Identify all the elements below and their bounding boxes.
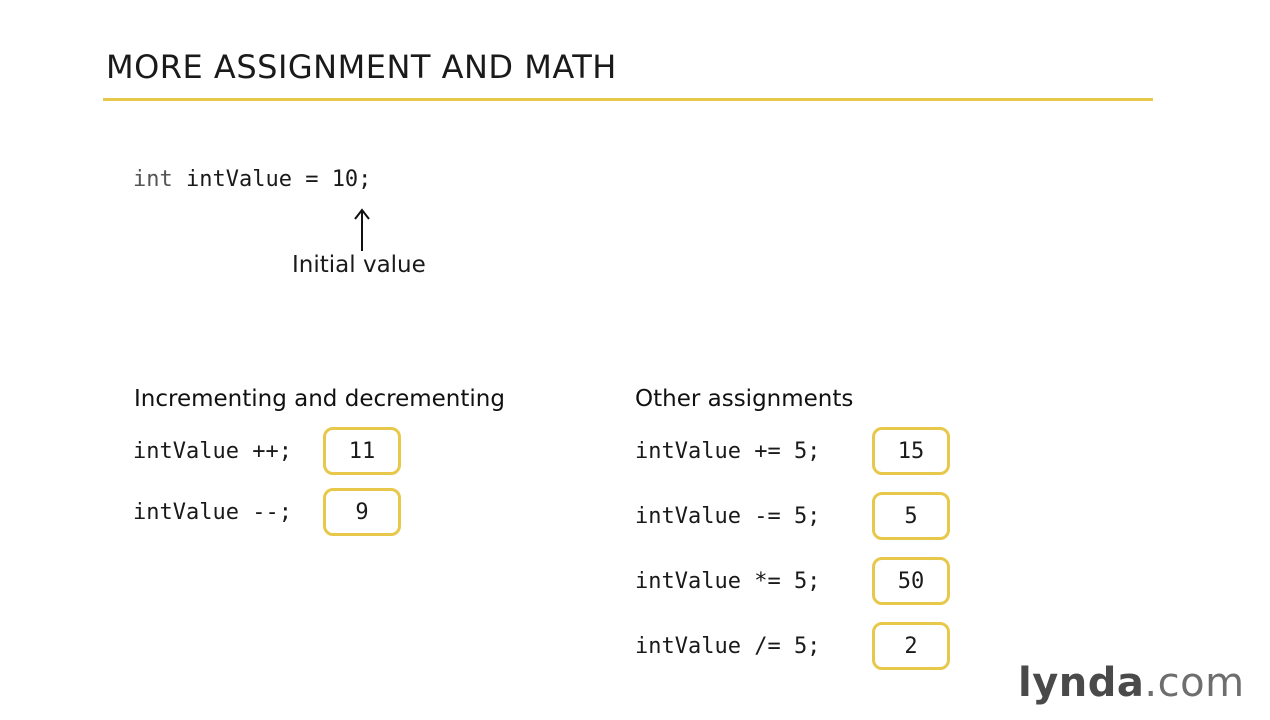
up-arrow-icon <box>352 207 372 253</box>
slide-title: MORE ASSIGNMENT AND MATH <box>106 48 617 86</box>
divide-assign-result-badge: 2 <box>872 622 950 670</box>
title-underline <box>103 98 1153 101</box>
initial-value-label: Initial value <box>292 252 426 278</box>
subtract-assign-code: intValue -= 5; <box>635 504 821 529</box>
add-assign-result-badge: 15 <box>872 427 950 475</box>
increment-result-badge: 11 <box>323 427 401 475</box>
variable-declaration <box>133 167 371 192</box>
assignments-heading: Other assignments <box>635 386 854 412</box>
declaration-body: intValue = 10; <box>172 167 372 192</box>
type-keyword: int <box>133 167 173 192</box>
increment-heading: Incrementing and decrementing <box>134 386 505 412</box>
divide-assign-code: intValue /= 5; <box>635 634 821 659</box>
increment-code: intValue ++; <box>133 439 292 464</box>
subtract-assign-result-badge: 5 <box>872 492 950 540</box>
add-assign-code: intValue += 5; <box>635 439 821 464</box>
multiply-assign-result-badge: 50 <box>872 557 950 605</box>
multiply-assign-code: intValue *= 5; <box>635 569 821 594</box>
decrement-code: intValue --; <box>133 500 292 525</box>
logo-suffix: .com <box>1144 660 1245 706</box>
lynda-logo <box>1018 660 1245 706</box>
decrement-result-badge: 9 <box>323 488 401 536</box>
logo-brand: lynda <box>1018 660 1145 706</box>
